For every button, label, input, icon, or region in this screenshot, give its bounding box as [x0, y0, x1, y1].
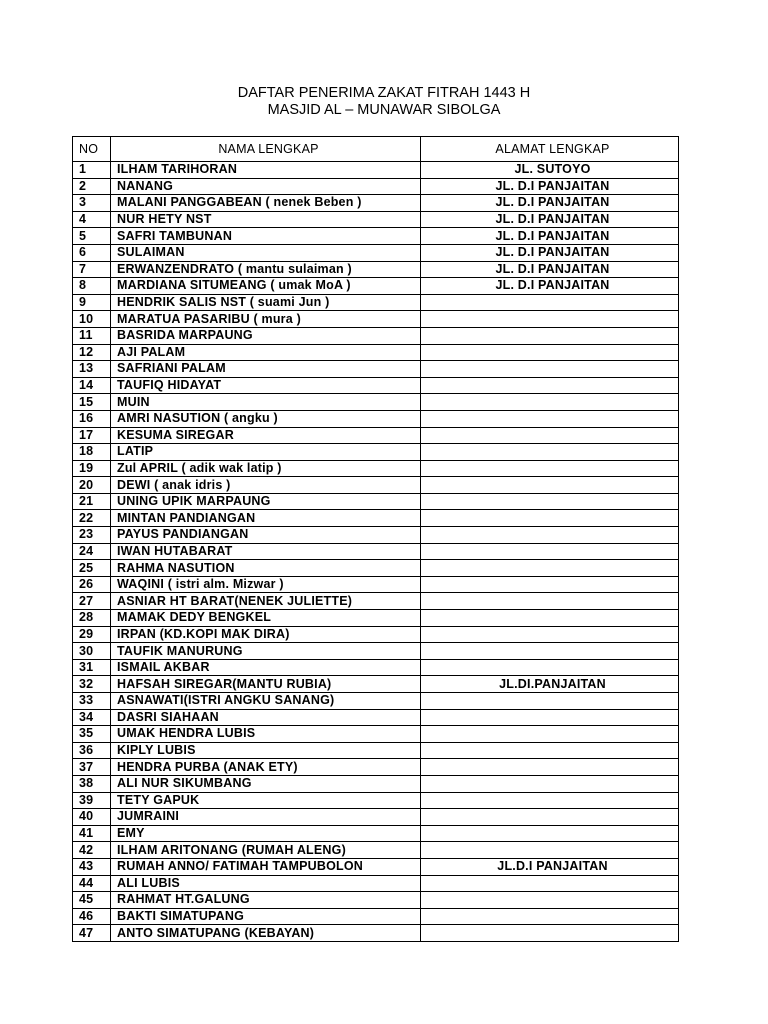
table-row — [73, 543, 679, 560]
row-name-cell: ASNIAR HT BARAT(NENEK JULIETTE) — [111, 593, 421, 610]
row-address-cell — [421, 311, 679, 328]
table-row — [73, 825, 679, 842]
row-address-cell — [421, 477, 679, 494]
row-number-cell: 31 — [73, 659, 111, 676]
table-row — [73, 925, 679, 942]
row-address-cell — [421, 294, 679, 311]
row-number-cell: 4 — [73, 211, 111, 228]
row-address-cell — [421, 560, 679, 577]
row-number-cell: 2 — [73, 178, 111, 195]
row-number-cell: 6 — [73, 244, 111, 261]
document-title: DAFTAR PENERIMA ZAKAT FITRAH 1443 H — [237, 85, 531, 101]
table-row — [73, 228, 679, 245]
row-address-cell — [421, 493, 679, 510]
row-address-cell — [421, 643, 679, 660]
table-row — [73, 394, 679, 411]
table-row — [73, 626, 679, 643]
row-name-cell: HAFSAH SIREGAR(MANTU RUBIA) — [111, 676, 421, 693]
table-row — [73, 610, 679, 627]
row-name-cell: ANTO SIMATUPANG (KEBAYAN) — [111, 925, 421, 942]
row-address-cell: JL. D.I PANJAITAN — [421, 178, 679, 195]
table-row — [73, 659, 679, 676]
row-name-cell: ILHAM ARITONANG (RUMAH ALENG) — [111, 842, 421, 859]
table-row — [73, 576, 679, 593]
table-row — [73, 510, 679, 527]
row-address-cell — [421, 742, 679, 759]
row-address-cell — [421, 875, 679, 892]
row-number-cell: 33 — [73, 693, 111, 710]
row-address-cell — [421, 809, 679, 826]
table-row — [73, 244, 679, 261]
row-name-cell: MINTAN PANDIANGAN — [111, 510, 421, 527]
row-address-cell — [421, 726, 679, 743]
row-address-cell — [421, 344, 679, 361]
row-number-cell: 47 — [73, 925, 111, 942]
row-number-cell: 40 — [73, 809, 111, 826]
table-row — [73, 327, 679, 344]
row-number-cell: 27 — [73, 593, 111, 610]
row-name-cell: BASRIDA MARPAUNG — [111, 327, 421, 344]
row-name-cell: NUR HETY NST — [111, 211, 421, 228]
row-name-cell: SAFRIANI PALAM — [111, 361, 421, 378]
row-name-cell: IRPAN (KD.KOPI MAK DIRA) — [111, 626, 421, 643]
row-number-cell: 46 — [73, 908, 111, 925]
row-number-cell: 8 — [73, 278, 111, 295]
row-address-cell — [421, 510, 679, 527]
row-number-cell: 25 — [73, 560, 111, 577]
table-row — [73, 759, 679, 776]
row-number-cell: 28 — [73, 610, 111, 627]
row-number-cell: 38 — [73, 775, 111, 792]
table-row — [73, 344, 679, 361]
row-address-cell — [421, 759, 679, 776]
row-address-cell — [421, 693, 679, 710]
row-name-cell: ALI LUBIS — [111, 875, 421, 892]
table-row — [73, 460, 679, 477]
row-number-cell: 41 — [73, 825, 111, 842]
row-number-cell: 18 — [73, 444, 111, 461]
table-row — [73, 593, 679, 610]
table-row — [73, 875, 679, 892]
row-name-cell: NANANG — [111, 178, 421, 195]
row-name-cell: ISMAIL AKBAR — [111, 659, 421, 676]
row-number-cell: 34 — [73, 709, 111, 726]
row-name-cell: KIPLY LUBIS — [111, 742, 421, 759]
table-row — [73, 278, 679, 295]
row-name-cell: TETY GAPUK — [111, 792, 421, 809]
table-row — [73, 676, 679, 693]
row-name-cell: IWAN HUTABARAT — [111, 543, 421, 560]
row-number-cell: 17 — [73, 427, 111, 444]
row-name-cell: Zul APRIL ( adik wak latip ) — [111, 460, 421, 477]
row-number-cell: 20 — [73, 477, 111, 494]
table-row — [73, 742, 679, 759]
header-name: NAMA LENGKAP — [111, 137, 421, 162]
table-row — [73, 842, 679, 859]
row-number-cell: 10 — [73, 311, 111, 328]
row-number-cell: 36 — [73, 742, 111, 759]
row-address-cell: JL. D.I PANJAITAN — [421, 228, 679, 245]
row-name-cell: DEWI ( anak idris ) — [111, 477, 421, 494]
row-name-cell: JUMRAINI — [111, 809, 421, 826]
row-name-cell: RUMAH ANNO/ FATIMAH TAMPUBOLON — [111, 858, 421, 875]
row-number-cell: 22 — [73, 510, 111, 527]
row-number-cell: 12 — [73, 344, 111, 361]
row-number-cell: 14 — [73, 377, 111, 394]
row-number-cell: 24 — [73, 543, 111, 560]
row-number-cell: 29 — [73, 626, 111, 643]
row-name-cell: SAFRI TAMBUNAN — [111, 228, 421, 245]
recipient-table — [72, 136, 679, 942]
row-address-cell: JL. D.I PANJAITAN — [421, 244, 679, 261]
row-name-cell: AJI PALAM — [111, 344, 421, 361]
row-name-cell: MALANI PANGGABEAN ( nenek Beben ) — [111, 195, 421, 212]
row-number-cell: 30 — [73, 643, 111, 660]
row-name-cell: RAHMA NASUTION — [111, 560, 421, 577]
row-address-cell — [421, 394, 679, 411]
row-address-cell — [421, 527, 679, 544]
row-name-cell: TAUFIK MANURUNG — [111, 643, 421, 660]
table-row — [73, 892, 679, 909]
row-address-cell: JL. D.I PANJAITAN — [421, 195, 679, 212]
table-body — [73, 162, 679, 942]
table-row — [73, 643, 679, 660]
row-address-cell — [421, 610, 679, 627]
row-number-cell: 44 — [73, 875, 111, 892]
row-name-cell: UNING UPIK MARPAUNG — [111, 493, 421, 510]
row-name-cell: EMY — [111, 825, 421, 842]
row-name-cell: MUIN — [111, 394, 421, 411]
table-row — [73, 410, 679, 427]
header-no: NO — [73, 137, 111, 162]
row-name-cell: PAYUS PANDIANGAN — [111, 527, 421, 544]
table-row — [73, 377, 679, 394]
row-name-cell: HENDRA PURBA (ANAK ETY) — [111, 759, 421, 776]
table-row — [73, 427, 679, 444]
row-address-cell: JL. D.I PANJAITAN — [421, 261, 679, 278]
row-address-cell: JL.DI.PANJAITAN — [421, 676, 679, 693]
row-name-cell: ILHAM TARIHORAN — [111, 162, 421, 179]
table-row — [73, 294, 679, 311]
table-row — [73, 361, 679, 378]
row-name-cell: HENDRIK SALIS NST ( suami Jun ) — [111, 294, 421, 311]
table-row — [73, 709, 679, 726]
table-row — [73, 560, 679, 577]
row-number-cell: 7 — [73, 261, 111, 278]
row-address-cell — [421, 908, 679, 925]
row-name-cell: BAKTI SIMATUPANG — [111, 908, 421, 925]
table-row — [73, 858, 679, 875]
row-address-cell — [421, 626, 679, 643]
row-address-cell — [421, 444, 679, 461]
row-address-cell — [421, 825, 679, 842]
row-address-cell — [421, 327, 679, 344]
table-row — [73, 477, 679, 494]
row-name-cell: MAMAK DEDY BENGKEL — [111, 610, 421, 627]
row-number-cell: 43 — [73, 858, 111, 875]
row-number-cell: 45 — [73, 892, 111, 909]
row-number-cell: 3 — [73, 195, 111, 212]
row-number-cell: 32 — [73, 676, 111, 693]
row-address-cell — [421, 361, 679, 378]
row-number-cell: 21 — [73, 493, 111, 510]
row-name-cell: ASNAWATI(ISTRI ANGKU SANANG) — [111, 693, 421, 710]
row-name-cell: LATIP — [111, 444, 421, 461]
row-name-cell: MARATUA PASARIBU ( mura ) — [111, 311, 421, 328]
table-row — [73, 261, 679, 278]
row-name-cell: MARDIANA SITUMEANG ( umak MoA ) — [111, 278, 421, 295]
table-header-row — [73, 137, 679, 162]
table-row — [73, 792, 679, 809]
row-address-cell — [421, 925, 679, 942]
row-address-cell — [421, 427, 679, 444]
row-number-cell: 11 — [73, 327, 111, 344]
row-address-cell: JL. D.I PANJAITAN — [421, 211, 679, 228]
row-address-cell: JL.D.I PANJAITAN — [421, 858, 679, 875]
table-row — [73, 444, 679, 461]
row-address-cell — [421, 892, 679, 909]
row-number-cell: 23 — [73, 527, 111, 544]
table-row — [73, 527, 679, 544]
row-number-cell: 35 — [73, 726, 111, 743]
row-address-cell: JL. SUTOYO — [421, 162, 679, 179]
table-row — [73, 162, 679, 179]
row-address-cell: JL. D.I PANJAITAN — [421, 278, 679, 295]
row-address-cell — [421, 842, 679, 859]
row-name-cell: DASRI SIAHAAN — [111, 709, 421, 726]
row-number-cell: 1 — [73, 162, 111, 179]
row-number-cell: 13 — [73, 361, 111, 378]
row-name-cell: AMRI NASUTION ( angku ) — [111, 410, 421, 427]
header-address: ALAMAT LENGKAP — [421, 137, 679, 162]
row-number-cell: 42 — [73, 842, 111, 859]
row-address-cell — [421, 792, 679, 809]
row-number-cell: 5 — [73, 228, 111, 245]
row-name-cell: ERWANZENDRATO ( mantu sulaiman ) — [111, 261, 421, 278]
row-number-cell: 9 — [73, 294, 111, 311]
row-address-cell — [421, 377, 679, 394]
row-number-cell: 39 — [73, 792, 111, 809]
row-address-cell — [421, 543, 679, 560]
row-number-cell: 37 — [73, 759, 111, 776]
row-address-cell — [421, 775, 679, 792]
row-address-cell — [421, 593, 679, 610]
row-name-cell: RAHMAT HT.GALUNG — [111, 892, 421, 909]
row-address-cell — [421, 410, 679, 427]
row-name-cell: UMAK HENDRA LUBIS — [111, 726, 421, 743]
row-address-cell — [421, 659, 679, 676]
row-number-cell: 26 — [73, 576, 111, 593]
row-number-cell: 19 — [73, 460, 111, 477]
table-row — [73, 211, 679, 228]
row-address-cell — [421, 460, 679, 477]
table-row — [73, 693, 679, 710]
row-number-cell: 16 — [73, 410, 111, 427]
row-address-cell — [421, 709, 679, 726]
row-address-cell — [421, 576, 679, 593]
row-name-cell: WAQINI ( istri alm. Mizwar ) — [111, 576, 421, 593]
table-row — [73, 726, 679, 743]
table-row — [73, 809, 679, 826]
document-subtitle: MASJID AL – MUNAWAR SIBOLGA — [267, 102, 501, 118]
table-row — [73, 775, 679, 792]
row-name-cell: SULAIMAN — [111, 244, 421, 261]
table-row — [73, 195, 679, 212]
table-row — [73, 908, 679, 925]
row-number-cell: 15 — [73, 394, 111, 411]
row-name-cell: TAUFIQ HIDAYAT — [111, 377, 421, 394]
table-row — [73, 493, 679, 510]
row-name-cell: ALI NUR SIKUMBANG — [111, 775, 421, 792]
table-row — [73, 178, 679, 195]
row-name-cell: KESUMA SIREGAR — [111, 427, 421, 444]
table-row — [73, 311, 679, 328]
